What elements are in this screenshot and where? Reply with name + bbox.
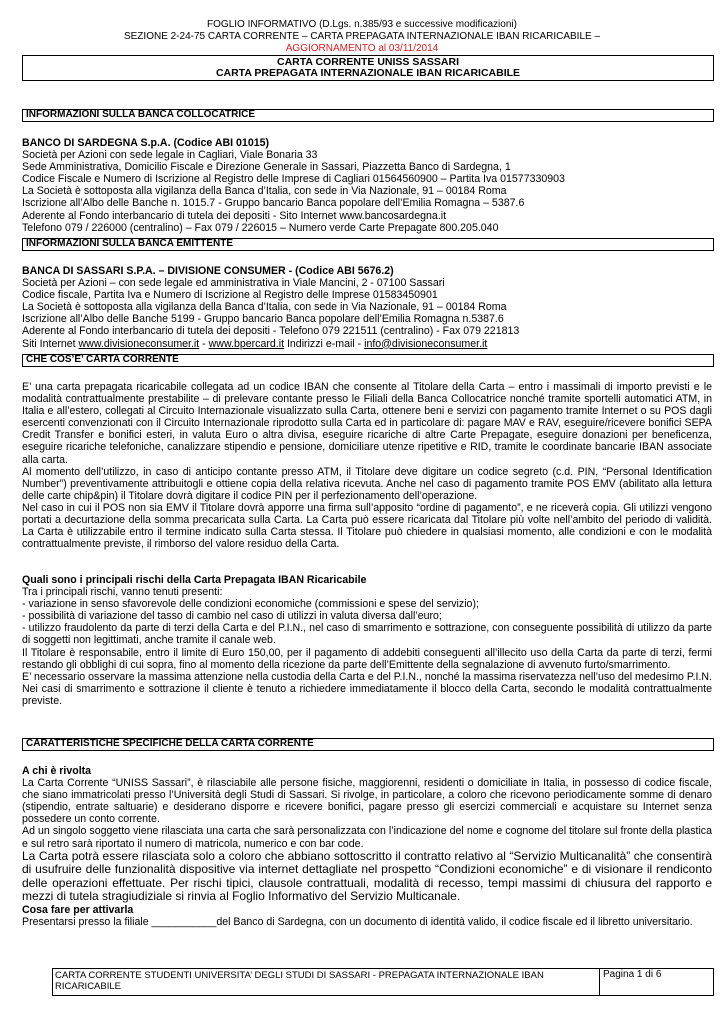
info-line: Codice Fiscale e Numero di Iscrizione al Registro delle Imprese di Cagliari 01564560900 – Partita Iva 01577330903 [22, 173, 565, 186]
info-line: Aderente al Fondo interbancario di tutela dei depositi - Sito Internet www.bancosardegna.it [22, 209, 447, 222]
section-caratteristiche: CARATTERISTICHE SPECIFICHE DELLA CARTA CORRENTE [22, 738, 714, 751]
chi-section [22, 765, 712, 928]
link-divisioneconsumer[interactable]: www.divisioneconsumer.it [78, 337, 200, 350]
info-line: Iscrizione all’Albo delle Banche n. 1015.7 - Gruppo bancario Banca popolare dell’Emilia Romagna – 5387.6 [22, 197, 525, 210]
paragraph: La Carta Corrente “UNISS Sassari”, è rilasciabile alle persone fisiche, maggiorenni, residenti o domiciliate in Italia, in possesso di codice fiscale, che siano immatricolati presso l’Università degli Studi di Sassari. Si rivolge, in particolare, a coloro che ricevono periodicamente somme di denaro (stipendio, entrate saltuarie) e desiderano disporre e ricevere bonifici, pagare presso gli esercizi commerciali e acquistare su Internet senza possedere un conto corrente. [22, 777, 712, 826]
title-line-2: CARTA PREPAGATA INTERNAZIONALE IBAN RICARICABILE [215, 67, 521, 79]
paragraph: Presentarsi presso la filiale ___________del Banco di Sardegna, con un documento di identità valido, il codice fiscale ed il libretto universitario. [22, 916, 693, 929]
section-label: CHE COS’E’ CARTA CORRENTE [26, 354, 179, 365]
rischi-item: - utilizzo fraudolento da parte di terzi della Carta e del P.I.N., nel caso di smarrimento e sottrazione, con conseguente possibilità di utilizzo da parte di soggetti non legittimati, anche tramite il canale web. [22, 622, 712, 647]
paragraph: E’ necessario osservare la massima attenzione nella custodia della Carta e del P.I.N., nonché la massima riservatezza nell’uso del medesimo P.I.N. Nei casi di smarrimento e sottrazione il cliente è tenuto a richiedere immediatamente il blocco della Carta, secondo le modalità contrattualmente previste. [22, 670, 712, 707]
header-line-2: SEZIONE 2-24-75 CARTA CORRENTE – CARTA PREPAGATA INTERNAZIONALE IBAN RICARICABILE – [123, 31, 601, 42]
rischi-item: - variazione in senso sfavorevole delle condizioni economiche (commissioni e spese del servizio); [22, 598, 479, 611]
emittente-name: BANCA DI SASSARI S.P.A. – DIVISIONE CONSUMER - (Codice ABI 5676.2) [22, 265, 394, 277]
page-footer [52, 968, 714, 996]
header-line-1: FOGLIO INFORMATIVO (D.Lgs. n.385/93 e successive modificazioni) [207, 19, 517, 30]
collocatrice-name: BANCO DI SARDEGNA S.p.A. (Codice ABI 01015) [22, 137, 270, 149]
paragraph: Al momento dell’utilizzo, in caso di anticipo contante presso ATM, il Titolare deve digitare un codice segreto (c.d. PIN, “Personal Identification Number”) preventivamente attribuitogli e ottiene copia della relativa ricevuta. Anche nel caso di pagamento tramite POS EMV (abilitato alla lettura delle carte chip&pin) il Titolare dovrà digitare il codice PIN per il perfezionamento dell’operazione. [22, 465, 712, 502]
info-line: Telefono 079 / 226000 (centralino) – Fax 079 / 226015 – Numero verde Carte Prepagate 800.205.040 [22, 221, 499, 234]
footer-text: CARTA CORRENTE STUDENTI UNIVERSITA’ DEGLI STUDI DI SASSARI - PREPAGATA INTERNAZIONALE IBAN RICARICABILE [55, 970, 544, 992]
update-date: AGGIORNAMENTO al 03/11/2014 [285, 43, 439, 54]
paragraph: E’ una carta prepagata ricaricabile collegata ad un codice IBAN che consente al Titolare della Carta – entro i massimali di importo previsti e le modalità contrattualmente prestabilite – di prelevare contante presso le Filiali della Banca Collocatrice nonché tramite sportelli automatici ATM, in Italia e all’estero, collegati al Circuito Internazionale visualizzato sulla Carta, ottenere beni e servizi con pagamento tramite Internet o su POS dagli esercenti convenzionati con il Circuito Internazionale riprodotto sulla Carta ed in particolare di: pagare MAV e RAV, eseguire/ricevere bonifici SEPA Credit Transfer e bonifici esteri, in valuta Euro o altra divisa, eseguire ricariche di altre Carte Prepagate, eseguire donazioni per beneficenza, eseguire ricariche telefoniche, canalizzare stipendio e pensione, domiciliare utenze ripetitive e RID, tramite le coordinate bancarie IBAN associate alla carta. [22, 381, 712, 466]
info-line: Codice fiscale, Partita Iva e Numero di Iscrizione al Registro delle Imprese 01583450901 [22, 289, 438, 302]
siti-label: Siti Internet [22, 337, 79, 350]
info-line: La Società è sottoposta alla vigilanza della Banca d’Italia, con sede in Via Nazionale, 91 – 00184 Roma [22, 301, 507, 314]
section-banca-collocatrice: INFORMAZIONI SULLA BANCA COLLOCATRICE [22, 109, 714, 122]
rischi-heading: Quali sono i principali rischi della Carta Prepagata IBAN Ricaricabile [22, 574, 367, 586]
info-line: Iscrizione all’Albo delle Banche 5199 - Gruppo bancario Banca popolare dell’Emilia Romagna n.5387.6 [22, 313, 504, 326]
attivarla-heading: Cosa fare per attivarla [22, 904, 134, 917]
chi-heading: A chi è rivolta [22, 765, 92, 777]
section-banca-emittente: INFORMAZIONI SULLA BANCA EMITTENTE [22, 238, 714, 251]
paragraph: Il Titolare è responsabile, entro il limite di Euro 150,00, per il pagamento di addebiti conseguenti all’illecito uso della Carta da parte di terzi, fermi restando gli obblighi di cui sopra, fino al momento della ricezione da parte dell’Emittente della segnalazione di avvenuto furto/smarrimento. [22, 646, 712, 671]
link-email[interactable]: info@divisioneconsumer.it [364, 337, 488, 350]
siti-line [22, 338, 712, 350]
emittente-info [22, 265, 712, 350]
info-line: Aderente al Fondo interbancario di tutela dei depositi - Telefono 079 221511 (centralino) - Fax 079 221813 [22, 325, 520, 338]
section-che-cos-e [22, 354, 714, 367]
title-line-1: CARTA CORRENTE UNISS SASSARI [276, 56, 459, 68]
info-line: Società per Azioni con sede legale in Cagliari, Viale Bonaria 33 [22, 149, 318, 162]
info-line: Sede Amministrativa, Domicilio Fiscale e Direzione Generale in Sassari, Piazzetta Banco di Sardegna, 1 [22, 161, 511, 174]
info-line: Società per Azioni – con sede legale ed amministrativa in Viale Mancini, 2 - 07100 Sassari [22, 277, 445, 290]
sep: - [199, 337, 209, 350]
rischi-intro: Tra i principali rischi, vanno tenuti presenti: [22, 586, 223, 599]
email-label: Indirizzi e-mail - [284, 337, 365, 350]
collocatrice-info [22, 137, 712, 234]
rischi-item: - possibilità di variazione del tasso di cambio nel caso di utilizzi in valuta diversa dall’euro; [22, 610, 442, 623]
paragraph-multicanalita: La Carta potrà essere rilasciata solo a coloro che abbiano sottoscritto il contratto relativo al “Servizio Multicanalità” che consentirà di usufruire delle funzionalità dispositive via internet dettagliate nel prospetto “Condizioni economiche” e di visionare il rendiconto delle operazioni effettuate. Per rischi tipici, clausole contrattuali, modalità di recesso, tempi massimi di chiusura del rapporto e mezzi di tutela stragiudiziale si rinvia al Foglio Informativo del Servizio Multicanale. [22, 848, 712, 904]
link-bpercard[interactable]: www.bpercard.it [208, 337, 285, 350]
rischi-section [22, 574, 712, 707]
info-line: La Società è sottoposta alla vigilanza della Banca d’Italia, con sede in Via Nazionale, 91 – 00184 Roma [22, 185, 507, 198]
page-number: Pagina 1 di 6 [599, 969, 713, 995]
paragraph: Nel caso in cui il POS non sia EMV il Titolare dovrà apporre una firma sull’apposito “ordine di pagamento”, e ne riceverà copia. Gli utilizzi vengono portati a decurtazione della somma precaricata sulla Carta. La Carta può essere ricaricata dal Titolare più volte nell’ambito del periodo di validità. La Carta è utilizzabile entro il termine indicato sulla Carta stessa. Il Titolare può chiedere in qualsiasi momento, alle condizioni e con le modalità contrattualmente previste, il rimborso del valore residuo della Carta. [22, 501, 712, 551]
descrizione-carta [22, 381, 712, 550]
document-title [22, 55, 714, 81]
paragraph: Ad un singolo soggetto viene rilasciata una carta che sarà personalizzata con l’indicazione del nome e cognome del titolare sul fronte della plastica e sul retro sarà riportato il numero di matricola, numerico e con bar code. [22, 825, 712, 850]
